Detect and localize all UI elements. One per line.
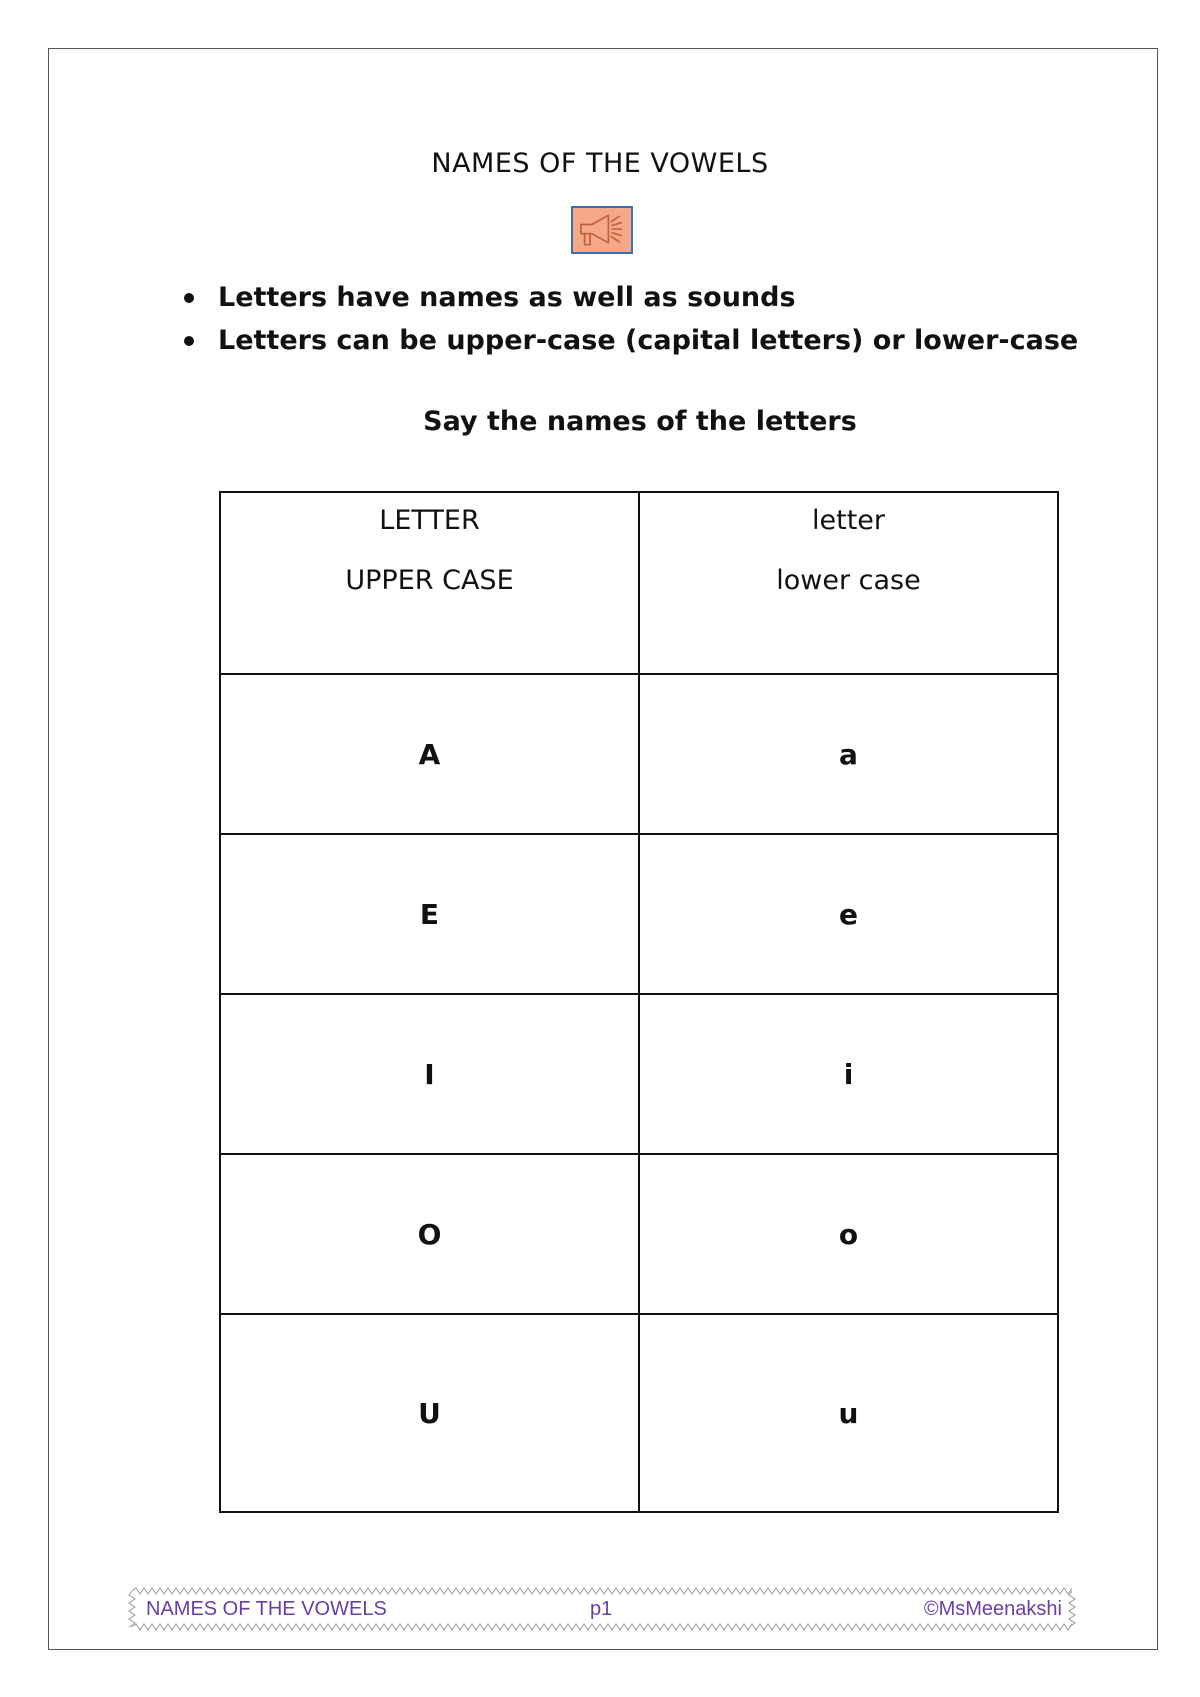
upper-letter-cell: U (220, 1314, 639, 1512)
lower-letter-cell: i (639, 994, 1058, 1154)
table-header-row (220, 492, 1058, 674)
table-row (220, 994, 1058, 1154)
upper-letter-cell: I (220, 994, 639, 1154)
header-lower-line1: letter (812, 505, 885, 536)
upper-letter-cell: E (220, 834, 639, 994)
upper-letter-cell: O (220, 1154, 639, 1314)
header-lower-line2: lower case (776, 565, 921, 596)
footer-copyright: ©MsMeenakshi (923, 1598, 1062, 1620)
table-row (220, 1314, 1058, 1512)
header-upper-line1: LETTER (379, 505, 480, 536)
instruction-text: Say the names of the letters (423, 406, 857, 437)
intro-bullet-list (180, 276, 1078, 362)
megaphone-icon (573, 208, 631, 252)
header-lower-case (639, 492, 1058, 674)
footer-title: NAMES OF THE VOWELS (146, 1598, 387, 1620)
page-footer (128, 1587, 1076, 1631)
table-row (220, 674, 1058, 834)
table-row (220, 1154, 1058, 1314)
header-upper-line2: UPPER CASE (345, 565, 514, 596)
lower-letter-cell: a (639, 674, 1058, 834)
vowel-table (219, 491, 1059, 1513)
page-title: NAMES OF THE VOWELS (431, 148, 769, 179)
lower-letter-cell: o (639, 1154, 1058, 1314)
lower-letter-cell: e (639, 834, 1058, 994)
header-upper-case (220, 492, 639, 674)
footer-page-number: p1 (590, 1598, 613, 1620)
upper-letter-cell: A (220, 674, 639, 834)
bullet-item: Letters have names as well as sounds (180, 276, 1078, 319)
audio-speaker-button[interactable] (571, 206, 633, 254)
bullet-item: Letters can be upper-case (capital letters) or lower-case (180, 319, 1078, 362)
lower-letter-cell: u (639, 1314, 1058, 1512)
table-row (220, 834, 1058, 994)
